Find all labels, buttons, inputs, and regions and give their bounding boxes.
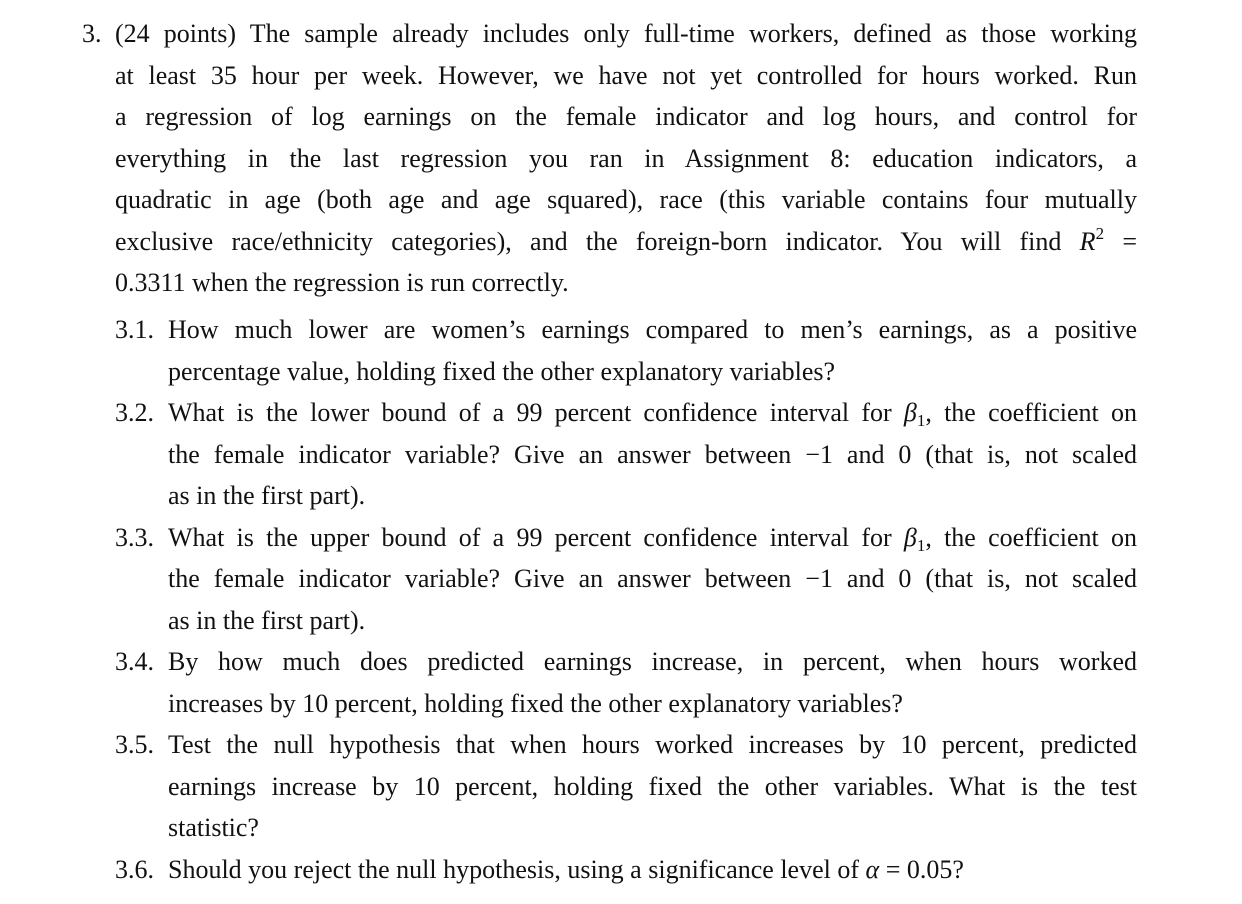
subquestion-3-4-line-1: By how much does predicted earnings increase, in percent, when hours worked	[168, 647, 1137, 676]
subquestion-number-3-6: 3.6.	[115, 854, 154, 884]
subquestion-3-3-line-1-end: , the coefficient on	[925, 522, 1137, 552]
beta-symbol: β	[903, 398, 917, 427]
r-squared-symbol: R	[1079, 226, 1096, 256]
problem-line-1: (24 points) The sample already includes only full-time workers, defined as those working	[115, 19, 1137, 48]
subquestion-3-5-line-3: statistic?	[168, 813, 259, 842]
subquestion-3-3-line-3: as in the first part).	[168, 605, 366, 635]
subquestion-3-3-line-1-text: What is the upper bound of a 99 percent confidence interval for	[168, 522, 892, 552]
subquestion-3-1-line-2: percentage value, holding fixed the other explanatory variables?	[168, 356, 836, 386]
subquestion-3-6-line-1-text: Should you reject the null hypothesis, using a significance level of	[168, 854, 860, 884]
subquestion-3-6-line-1-end: = 0.05?	[885, 854, 964, 884]
beta-subscript: 1	[916, 411, 926, 430]
subquestion-3-2-line-3: as in the first part).	[168, 481, 366, 510]
subquestion-3-3-line-1	[168, 517, 1137, 559]
subquestion-3-3-line-2: the female indicator variable? Give an answer between −1 and 0 (that is, not scaled	[168, 564, 1137, 593]
subquestion-number-3-4: 3.4.	[115, 647, 154, 676]
subquestion-number-3-3: 3.3.	[115, 522, 154, 552]
subquestion-3-6-line-1	[168, 849, 1137, 891]
problem-line-2: at least 35 hour per week. However, we have not yet controlled for hours worked. Run	[115, 60, 1137, 90]
problem-line-6	[115, 221, 1137, 263]
problem-line-6-text: exclusive race/ethnicity categories), and the foreign-born indicator. You will find	[115, 226, 1062, 256]
subquestion-3-2-line-2: the female indicator variable? Give an answer between −1 and 0 (that is, not scaled	[168, 439, 1137, 469]
subquestion-3-1-line-1: How much lower are women’s earnings compared to men’s earnings, as a positive	[168, 315, 1137, 344]
problem-line-7: 0.3311 when the regression is run correctly.	[115, 268, 569, 297]
problem-line-5: quadratic in age (both age and age squared), race (this variable contains four mutually	[115, 185, 1137, 214]
problem-line-4: everything in the last regression you ran in Assignment 8: education indicators, a	[115, 143, 1137, 173]
subquestion-3-5-line-1: Test the null hypothesis that when hours worked increases by 10 percent, predicted	[168, 730, 1137, 759]
equals-sign: =	[1122, 226, 1138, 256]
subquestion-3-4-line-2: increases by 10 percent, holding fixed the other explanatory variables?	[168, 688, 903, 718]
problem-number: 3.	[82, 19, 102, 48]
beta-symbol: β	[903, 522, 917, 552]
problem-line-3: a regression of log earnings on the female indicator and log hours, and control for	[115, 102, 1137, 131]
alpha-symbol: α	[865, 854, 880, 884]
subquestion-number-3-1: 3.1.	[115, 315, 154, 344]
beta-subscript: 1	[916, 535, 926, 555]
subquestion-3-2-line-1-text: What is the lower bound of a 99 percent confidence interval for	[168, 398, 892, 427]
subquestion-3-2-line-1	[168, 392, 1137, 434]
r-squared-exponent: 2	[1095, 223, 1105, 243]
subquestion-number-3-5: 3.5.	[115, 730, 154, 759]
subquestion-3-5-line-2: earnings increase by 10 percent, holding fixed the other variables. What is the test	[168, 771, 1137, 801]
subquestion-number-3-2: 3.2.	[115, 398, 154, 427]
subquestion-3-2-line-1-end: , the coefficient on	[925, 398, 1137, 427]
